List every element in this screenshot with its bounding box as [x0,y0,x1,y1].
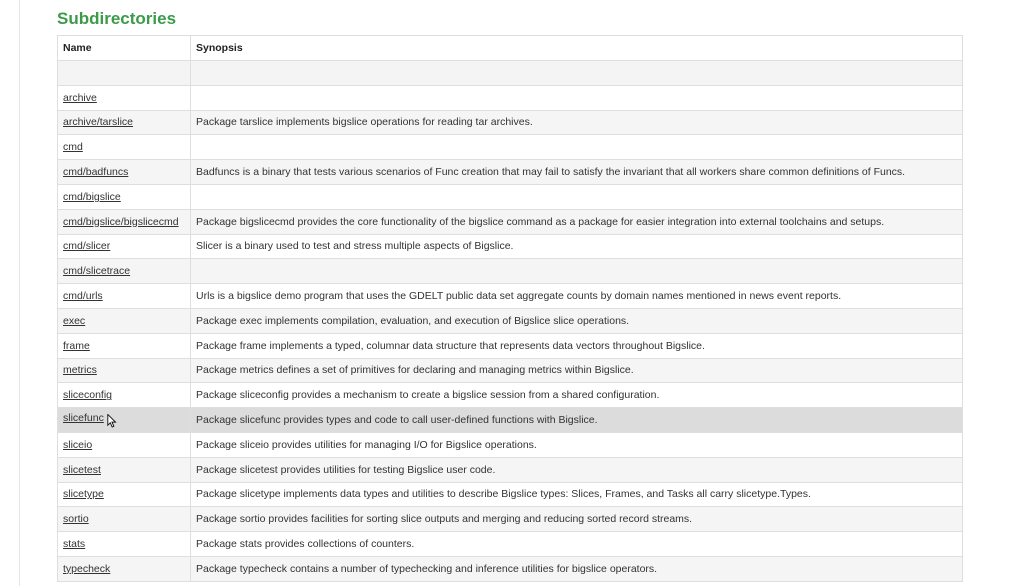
cell-synopsis: Package slicetest provides utilities for testing Bigslice user code. [191,457,963,482]
table-row[interactable] [58,234,963,259]
section-title: Subdirectories [57,9,177,28]
cell-name [58,457,191,482]
directory-link[interactable]: sortio [63,513,89,526]
cell-name [58,160,191,185]
table-row[interactable] [58,408,963,433]
cell-synopsis [191,184,963,209]
cell-synopsis: Package slicefunc provides types and code to call user-defined functions with Bigslice. [191,408,963,433]
cell-synopsis: Package sliceio provides utilities for managing I/O for Bigslice operations. [191,432,963,457]
cell-synopsis: Package slicetype implements data types and utilities to describe Bigslice types: Slices, Frames, and Tasks all carry slicetype.Types. [191,482,963,507]
cell-synopsis: Package stats provides collections of counters. [191,532,963,557]
table-row[interactable] [58,135,963,160]
table-spacer-row [58,61,963,86]
directory-link[interactable]: slicetype [63,488,104,501]
cell-synopsis: Package sortio provides facilities for sorting slice outputs and merging and reducing sorted record streams. [191,507,963,532]
cell-name [58,308,191,333]
cell-synopsis: Package metrics defines a set of primitives for declaring and managing metrics within Bigslice. [191,358,963,383]
table-row[interactable] [58,358,963,383]
directory-link[interactable]: typecheck [63,562,111,575]
cell-name [58,284,191,309]
directory-link[interactable]: stats [63,538,86,551]
table-row[interactable] [58,556,963,581]
cell-synopsis: Package sliceconfig provides a mechanism to create a bigslice session from a shared configuration. [191,383,963,408]
cell-synopsis: Package frame implements a typed, columnar data structure that represents data vectors throughout Bigslice. [191,333,963,358]
cell-synopsis [191,259,963,284]
directory-link[interactable]: cmd/bigslice [63,190,121,203]
cell-name [58,432,191,457]
left-border [19,0,20,586]
table-row[interactable] [58,432,963,457]
table-row[interactable] [58,383,963,408]
directory-link[interactable]: sliceio [63,438,93,451]
table-row[interactable] [58,160,963,185]
directory-link[interactable]: cmd [63,141,83,154]
table-row[interactable] [58,532,963,557]
cell-synopsis: Package typecheck contains a number of typechecking and inference utilities for bigslice operators. [191,556,963,581]
cell-synopsis: Badfuncs is a binary that tests various scenarios of Func creation that may fail to satisfy the invariant that all workers share common definitions of Funcs. [191,160,963,185]
cell-synopsis: Package bigslicecmd provides the core functionality of the bigslice command as a package for easier integration into external toolchains and setups. [191,209,963,234]
cell-name [58,383,191,408]
cell-name [58,259,191,284]
table-row[interactable] [58,284,963,309]
cell-synopsis: Package tarslice implements bigslice operations for reading tar archives. [191,110,963,135]
directory-link[interactable]: archive/tarslice [63,116,134,129]
cell-name [58,209,191,234]
directory-link[interactable]: sliceconfig [63,389,113,402]
mouse-pointer-icon [107,414,117,428]
table-row[interactable] [58,457,963,482]
cell-name [58,184,191,209]
directory-link[interactable]: exec [63,314,86,327]
cell-name [58,110,191,135]
table-row[interactable] [58,482,963,507]
table-header-row [58,36,963,61]
directory-link[interactable]: cmd/slicetrace [63,265,131,278]
directory-link[interactable]: cmd/slicer [63,240,111,253]
table-row[interactable] [58,507,963,532]
directory-link[interactable]: cmd/badfuncs [63,166,129,179]
directory-link[interactable]: cmd/bigslice/bigslicecmd [63,215,179,228]
table-body [58,61,963,582]
cell-synopsis: Urls is a bigslice demo program that uses the GDELT public data set aggregate counts by domain names mentioned in news event reports. [191,284,963,309]
cell-synopsis [191,85,963,110]
cell-name [58,408,191,433]
cell-name [58,358,191,383]
cell-name [58,333,191,358]
table-row[interactable] [58,308,963,333]
cell-name [58,556,191,581]
directory-link[interactable]: frame [63,339,90,352]
cell-name [58,532,191,557]
cell-synopsis: Slicer is a binary used to test and stress multiple aspects of Bigslice. [191,234,963,259]
cell-name [58,482,191,507]
cell-name [58,135,191,160]
cell-name [58,85,191,110]
cell-name [58,507,191,532]
directory-link[interactable]: slicefunc [63,412,104,425]
cell-name [58,234,191,259]
subdirectories-table [57,35,963,582]
header-name: Name [58,36,191,61]
directory-link[interactable]: cmd/urls [63,290,103,303]
table-row[interactable] [58,259,963,284]
table-row[interactable] [58,209,963,234]
directory-link[interactable]: archive [63,91,97,104]
table-row[interactable] [58,333,963,358]
directory-link[interactable]: metrics [63,364,97,377]
cell-synopsis [191,135,963,160]
header-synopsis: Synopsis [191,36,963,61]
directory-link[interactable]: slicetest [63,463,101,476]
table-row[interactable] [58,85,963,110]
table-row[interactable] [58,110,963,135]
table-row[interactable] [58,184,963,209]
cell-synopsis: Package exec implements compilation, evaluation, and execution of Bigslice slice operations. [191,308,963,333]
